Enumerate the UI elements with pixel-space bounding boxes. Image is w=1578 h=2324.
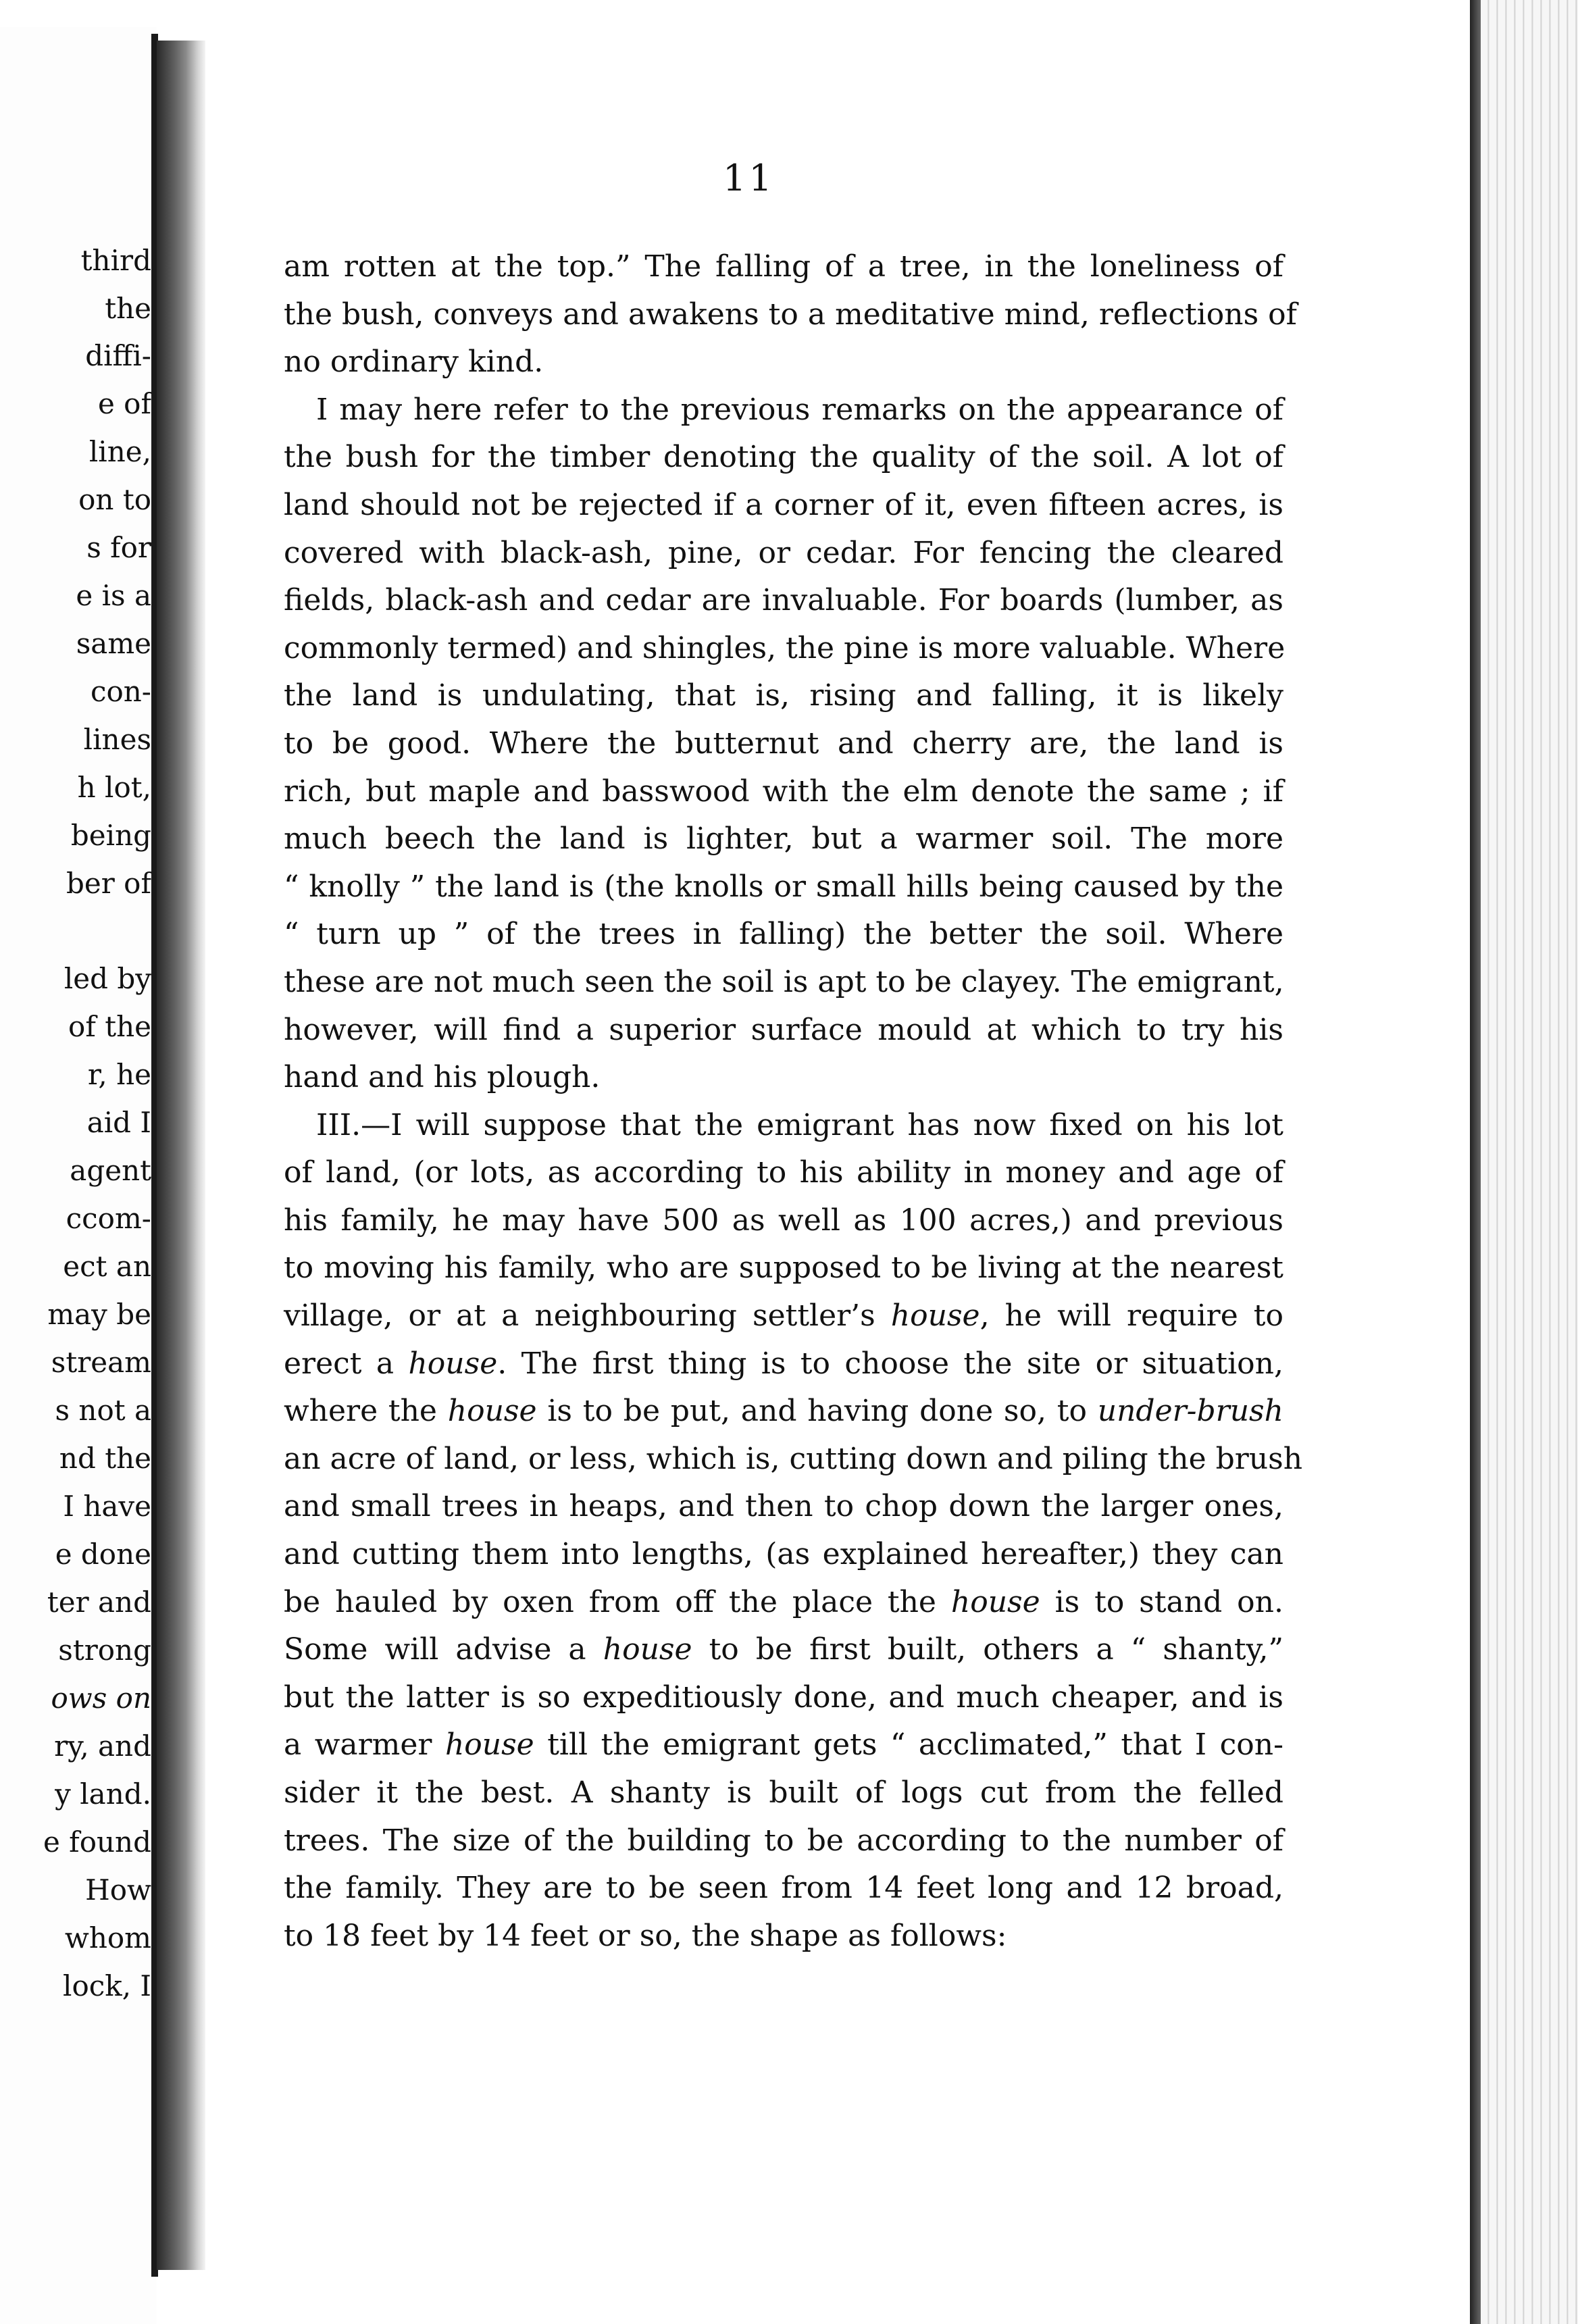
facing-page-line-fragment: e found [43, 1825, 151, 1859]
italic-word: house [603, 1632, 692, 1667]
text-line: much beech the land is lighter, but a warmer soil. The more [284, 822, 1283, 857]
text-line: no ordinary kind. [284, 345, 544, 380]
text-line: the land is undulating, that is, rising and falling, it is likely [284, 678, 1283, 713]
facing-page-line-fragment: ry, and [54, 1729, 151, 1763]
page-stack-edge [1481, 0, 1578, 2324]
text-line: the bush, conveys and awakens to a meditative mind, reflections of [284, 297, 1297, 332]
facing-page-fragment [0, 27, 157, 2324]
facing-page-line-fragment: agent [70, 1154, 151, 1187]
text-line: erect a house. The first thing is to choose the site or situation, [284, 1346, 1283, 1381]
facing-page-line-fragment: stream [51, 1346, 151, 1379]
italic-word: house [408, 1346, 498, 1381]
facing-page-line-fragment: being [70, 819, 151, 852]
facing-page-line-fragment: e done [55, 1538, 151, 1571]
facing-page-line-fragment: on to [78, 483, 151, 516]
facing-page-line-fragment: ows on [51, 1682, 151, 1715]
text-line: to be good. Where the butternut and cherry are, the land is [284, 726, 1283, 761]
facing-page-line-fragment: aid I [86, 1106, 151, 1139]
text-line: sider it the best. A shanty is built of logs cut from the felled [284, 1775, 1283, 1810]
page-body-text [284, 243, 1303, 1960]
facing-page-line-fragment: s for [86, 531, 151, 564]
facing-page-line-fragment: y land. [55, 1777, 151, 1811]
text-line: hand and his plough. [284, 1060, 601, 1095]
page-number: 11 [723, 157, 775, 199]
binding-gutter-shadow [157, 41, 205, 2270]
book-right-edge [1470, 0, 1481, 2324]
text-line: “ turn up ” of the trees in falling) the better the soil. Where [284, 917, 1283, 952]
italic-word: house [444, 1727, 534, 1763]
text-line: rich, but maple and basswood with the elm denote the same ; if [284, 774, 1283, 809]
text-line: commonly termed) and shingles, the pine is more valuable. Where [284, 630, 1286, 665]
facing-page-line-fragment: same [76, 627, 151, 660]
text-line: the family. They are to be seen from 14 feet long and 12 broad, [284, 1871, 1283, 1906]
text-line: be hauled by oxen from off the place the house is to stand on. [284, 1584, 1283, 1619]
italic-word: house [950, 1584, 1040, 1619]
facing-page-line-fragment: nd the [59, 1442, 151, 1475]
facing-page-line-fragment: I have [63, 1490, 151, 1523]
facing-page-line-fragment: the [105, 292, 151, 325]
text-line: “ knolly ” the land is (the knolls or small hills being caused by the [284, 869, 1283, 904]
text-line: am rotten at the top.” The falling of a tree, in the loneliness of [284, 249, 1283, 284]
text-line: covered with black-ash, pine, or cedar. For fencing the cleared [284, 535, 1283, 570]
facing-page-line-fragment: con- [90, 675, 151, 708]
facing-page-line-fragment: ccom- [66, 1202, 151, 1235]
facing-page-line-fragment: lines [83, 723, 151, 756]
facing-page-line-fragment: s not a [55, 1394, 151, 1427]
text-line: trees. The size of the building to be according to the number of [284, 1823, 1283, 1858]
text-line: but the latter is so expeditiously done, and much cheaper, and is [284, 1679, 1283, 1715]
facing-page-line-fragment: h lot, [77, 771, 151, 804]
text-line: of land, (or lots, as according to his ability in money and age of [284, 1155, 1283, 1190]
facing-page-line-fragment: of the [68, 1010, 151, 1043]
facing-page-line-fragment: ter and [47, 1586, 151, 1619]
facing-page-line-fragment: ect an [63, 1250, 151, 1283]
facing-page-line-fragment: whom [64, 1921, 151, 1954]
text-line: however, will find a superior surface mould at which to try his [284, 1012, 1283, 1047]
facing-page-line-fragment: third [80, 244, 151, 277]
text-line: the bush for the timber denoting the quality of the soil. A lot of [284, 440, 1283, 475]
text-line: III.—I will suppose that the emigrant has now fixed on his lot [316, 1107, 1283, 1142]
text-line: his family, he may have 500 as well as 100 acres,) and previous [284, 1203, 1283, 1238]
facing-page-line-fragment: may be [47, 1298, 151, 1331]
facing-page-line-fragment: diffi- [85, 339, 151, 372]
text-line: where the house is to be put, and having done so, to under-brush [284, 1394, 1283, 1429]
text-line: to moving his family, who are supposed to be living at the nearest [284, 1251, 1283, 1286]
text-line: Some will advise a house to be first built, others a “ shanty,” [284, 1632, 1284, 1667]
italic-word: house [890, 1298, 980, 1334]
text-line: an acre of land, or less, which is, cutting down and piling the brush [284, 1441, 1303, 1476]
italic-word: house [447, 1394, 537, 1429]
text-line: land should not be rejected if a corner of it, even fifteen acres, is [284, 487, 1283, 522]
facing-page-line-fragment: strong [58, 1634, 151, 1667]
italic-word: under-brush [1097, 1394, 1283, 1429]
text-line: and cutting them into lengths, (as explained hereafter,) they can [284, 1537, 1283, 1572]
facing-page-line-fragment: ber of [66, 867, 151, 900]
facing-page-line-fragment: led by [63, 962, 151, 995]
text-line: village, or at a neighbouring settler’s house, he will require to [284, 1298, 1283, 1334]
text-line: to 18 feet by 14 feet or so, the shape as follows: [284, 1918, 1007, 1953]
facing-page-line-fragment: line, [88, 435, 151, 468]
text-line: a warmer house till the emigrant gets “ acclimated,” that I con- [284, 1727, 1283, 1763]
facing-page-line-fragment: lock, I [63, 1969, 151, 2002]
facing-page-line-fragment: e is a [76, 579, 151, 612]
text-line: and small trees in heaps, and then to chop down the larger ones, [284, 1489, 1283, 1524]
facing-page-line-fragment: r, he [87, 1058, 151, 1091]
text-line: fields, black-ash and cedar are invaluable. For boards (lumber, as [284, 583, 1283, 618]
text-line: I may here refer to the previous remarks on the appearance of [316, 392, 1283, 427]
text-line: these are not much seen the soil is apt to be clayey. The emigrant, [284, 964, 1284, 999]
facing-page-line-fragment: How [85, 1873, 151, 1906]
facing-page-line-fragment: e of [97, 387, 151, 420]
